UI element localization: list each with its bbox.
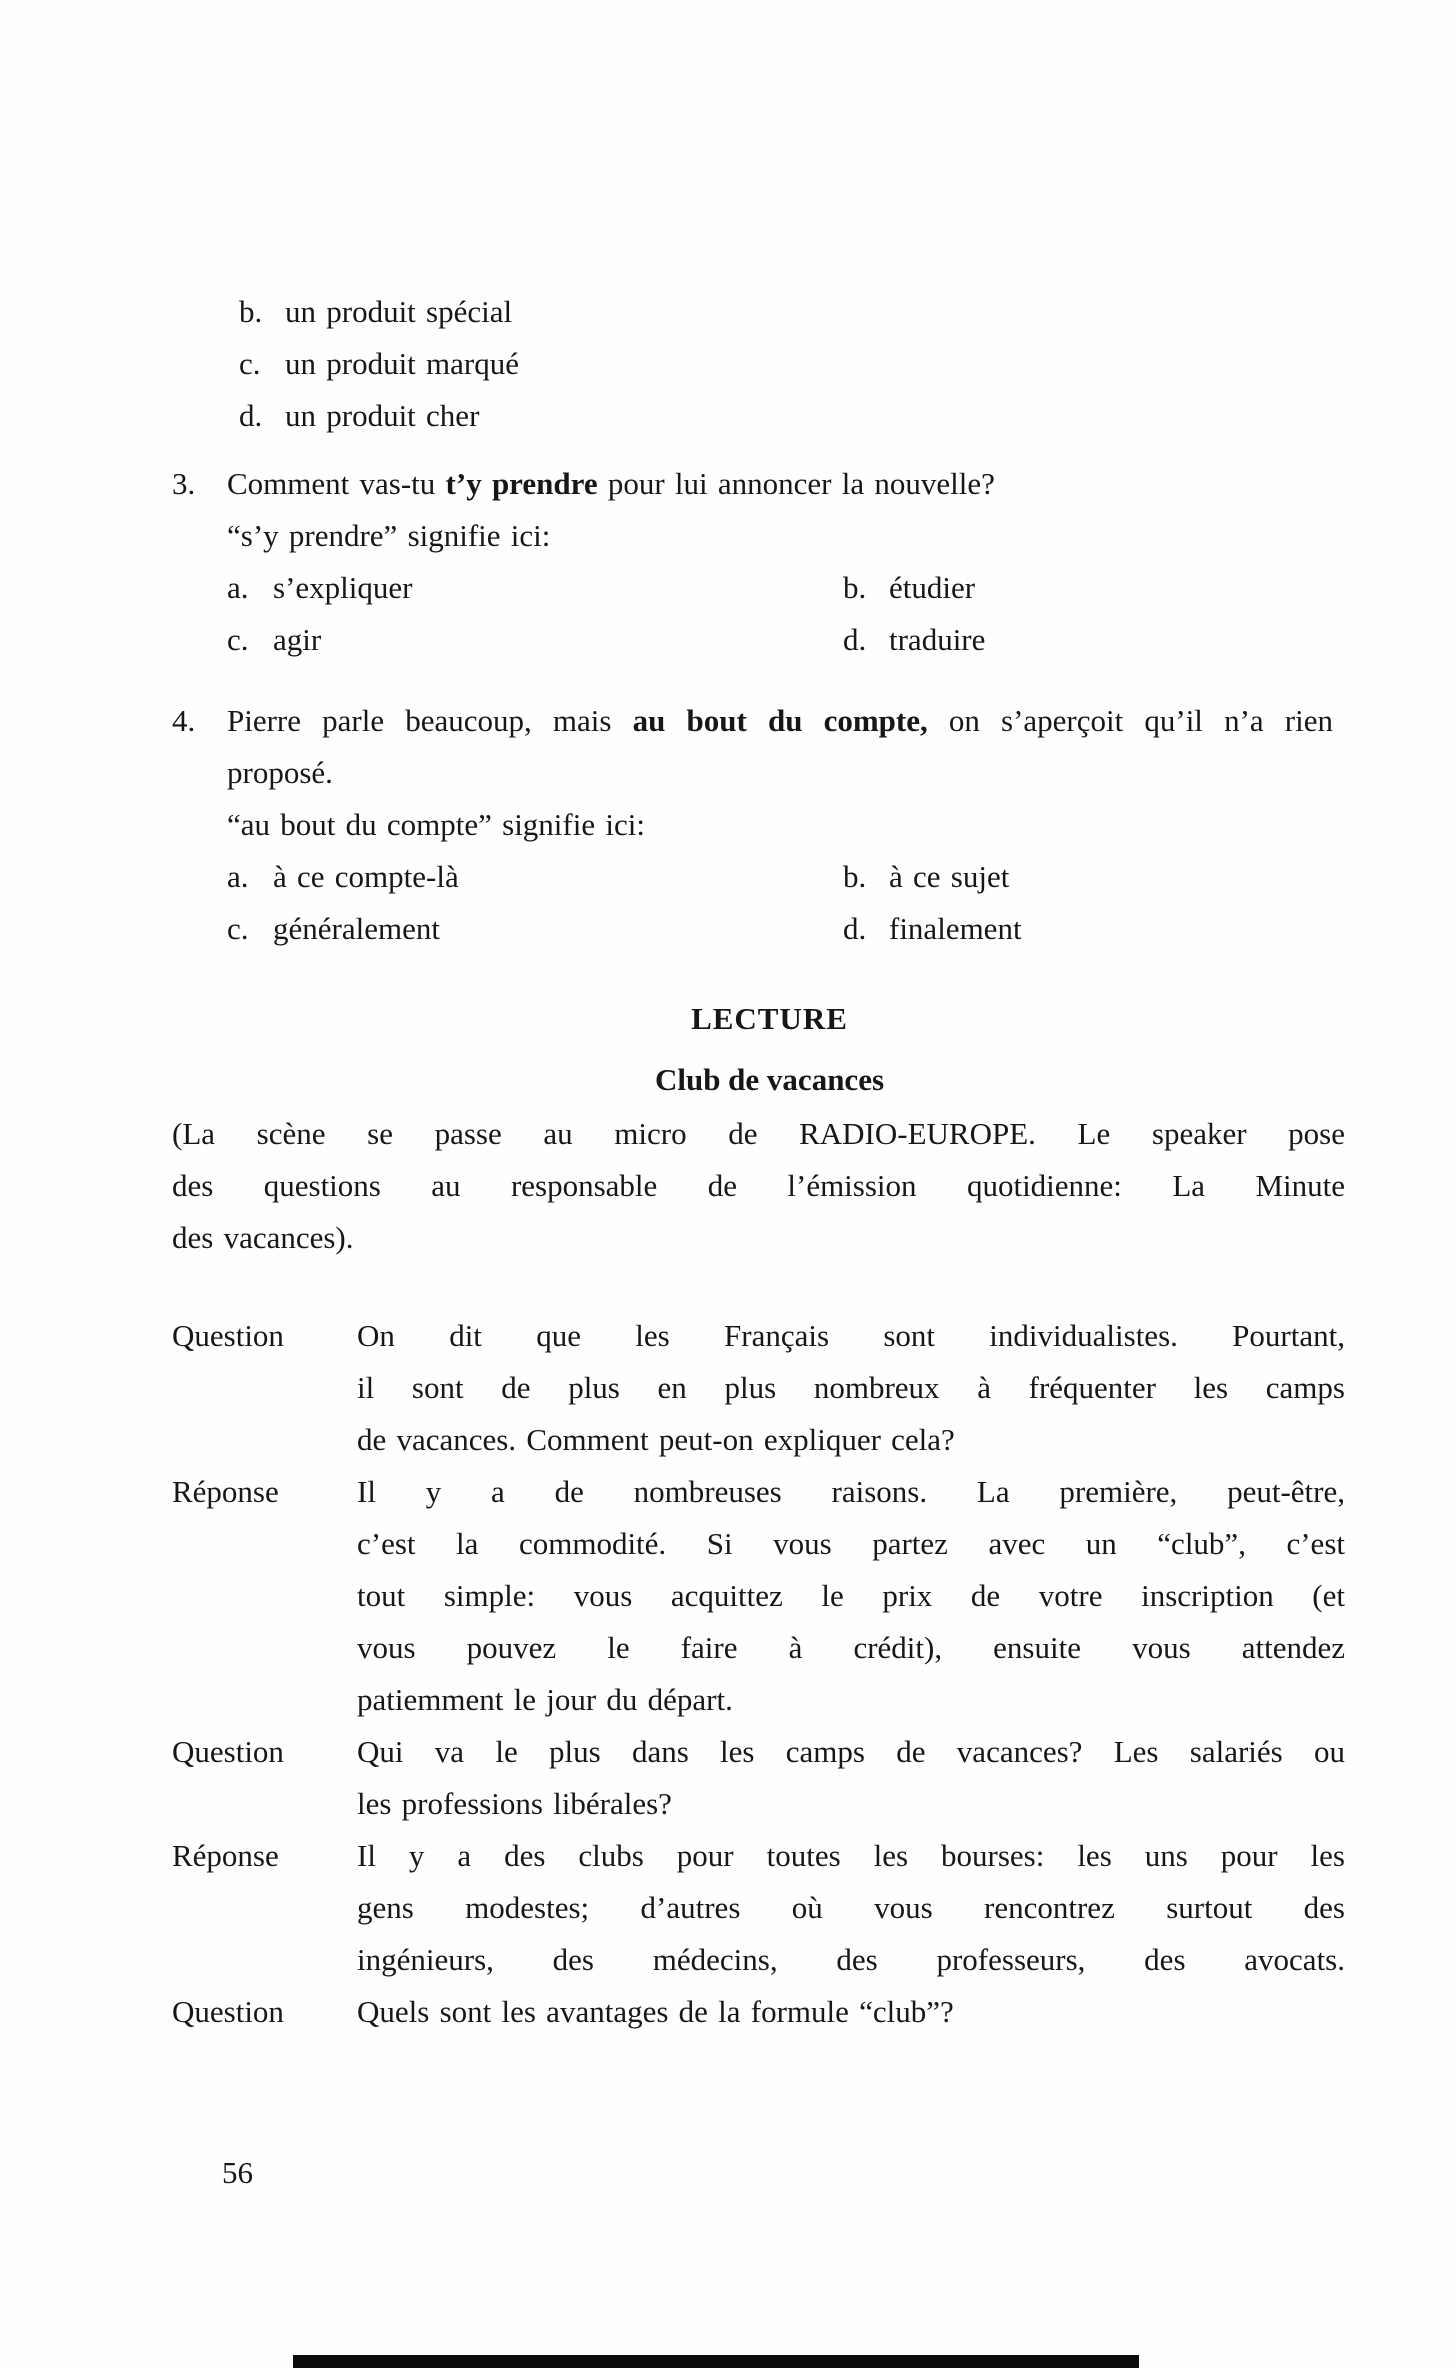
dialogue-row-question-3	[172, 1986, 1345, 2038]
option-text: un produit marqué	[285, 346, 520, 381]
speaker-label: Question	[172, 1734, 284, 1769]
option-letter: b.	[843, 859, 867, 894]
option-letter: c.	[227, 622, 249, 657]
dialogue-line: Qui va le plus dans les camps de vacances? Les salariés ou	[357, 1734, 1345, 1769]
dialogue-row-question-1	[172, 1310, 1345, 1466]
exercise-options-list	[239, 286, 1345, 442]
option-cell	[227, 851, 843, 903]
question-bold-phrase: t’y prendre	[445, 466, 598, 501]
item-question	[227, 695, 1333, 747]
item-question	[227, 458, 1333, 510]
exercise-item-3	[172, 458, 1345, 666]
dialogue-line: il sont de plus en plus nombreux à fréquenter les camps	[357, 1370, 1345, 1405]
item-body	[227, 695, 1333, 955]
intro-paragraph	[172, 1108, 1345, 1264]
option-text: traduire	[889, 622, 986, 657]
question-text: Comment vas-tu	[227, 466, 446, 501]
item-body	[227, 458, 1333, 666]
option-text: un produit spécial	[285, 294, 513, 329]
option-letter: a.	[227, 570, 249, 605]
question-text: Pierre parle beaucoup, mais	[227, 703, 633, 738]
dialogue-body	[357, 1986, 1345, 2038]
intro-line: des vacances).	[172, 1220, 354, 1255]
item-number: 3.	[172, 466, 196, 501]
dialogue-line: Il y a des clubs pour toutes les bourses: les uns pour les	[357, 1838, 1345, 1873]
speaker-label: Réponse	[172, 1474, 279, 1509]
dialogue-line: Quels sont les avantages de la formule “club”?	[357, 1994, 954, 2029]
option-letter: d.	[843, 911, 867, 946]
option-row	[239, 390, 1345, 442]
speaker-label: Question	[172, 1994, 284, 2029]
option-grid-row	[227, 614, 1333, 666]
speaker-label: Réponse	[172, 1838, 279, 1873]
option-cell	[843, 622, 985, 657]
option-text: agir	[273, 622, 322, 657]
dialogue-row-reponse-2	[172, 1830, 1345, 1986]
option-cell	[843, 911, 1022, 946]
dialogue-body	[357, 1726, 1345, 1830]
question-text: pour lui annoncer la nouvelle?	[597, 466, 995, 501]
item-number: 4.	[172, 703, 196, 738]
option-letter: c.	[239, 346, 261, 381]
option-text: finalement	[889, 911, 1022, 946]
lecture-heading: LECTURE	[691, 1001, 848, 1036]
option-letter: b.	[843, 570, 867, 605]
item-subline: “au bout du compte” signifie ici:	[227, 807, 645, 842]
dialogue-line: Il y a de nombreuses raisons. La première, peut-être,	[357, 1474, 1345, 1509]
option-cell	[227, 903, 843, 955]
option-grid-row	[227, 851, 1333, 903]
item-subline: “s’y prendre” signifie ici:	[227, 518, 551, 553]
option-text: étudier	[889, 570, 976, 605]
dialogue-line: c’est la commodité. Si vous partez avec un “club”, c’est	[357, 1526, 1345, 1561]
question-text: on s’aperçoit qu’il n’a rien	[927, 703, 1333, 738]
intro-line: des questions au responsable de l’émission quotidienne: La Minute	[172, 1168, 1345, 1203]
item-question-continuation: proposé.	[227, 755, 333, 790]
option-text: s’expliquer	[273, 570, 413, 605]
option-cell	[843, 570, 975, 605]
dialogue-body	[357, 1310, 1345, 1466]
page-number: 56	[222, 2155, 253, 2190]
intro-line: (La scène se passe au micro de RADIO-EUROPE. Le speaker pose	[172, 1116, 1345, 1151]
dialogue-line: ingénieurs, des médecins, des professeurs, des avocats.	[357, 1942, 1345, 1977]
dialogue-row-question-2	[172, 1726, 1345, 1830]
option-cell	[843, 859, 1009, 894]
dialogue-section	[172, 1310, 1345, 2038]
dialogue-line: tout simple: vous acquittez le prix de votre inscription (et	[357, 1578, 1345, 1613]
scan-artifact-bar	[293, 2355, 1139, 2368]
option-text: généralement	[273, 911, 440, 946]
dialogue-line: les professions libérales?	[357, 1786, 672, 1821]
dialogue-line: patiemment le jour du départ.	[357, 1682, 733, 1717]
lecture-title: Club de vacances	[654, 1062, 885, 1097]
dialogue-line: On dit que les Français sont individualistes. Pourtant,	[357, 1318, 1345, 1353]
dialogue-body	[357, 1466, 1345, 1726]
option-row	[239, 338, 1345, 390]
option-letter: b.	[239, 294, 263, 329]
speaker-label: Question	[172, 1318, 284, 1353]
option-letter: c.	[227, 911, 249, 946]
option-text: à ce sujet	[889, 859, 1010, 894]
exercise-item-4	[172, 695, 1345, 955]
dialogue-line: gens modestes; d’autres où vous rencontrez surtout des	[357, 1890, 1345, 1925]
option-cell	[227, 562, 843, 614]
dialogue-line: vous pouvez le faire à crédit), ensuite vous attendez	[357, 1630, 1345, 1665]
dialogue-body	[357, 1830, 1345, 1986]
dialogue-line: de vacances. Comment peut-on expliquer cela?	[357, 1422, 955, 1457]
option-text: un produit cher	[285, 398, 480, 433]
option-grid-row	[227, 903, 1333, 955]
option-text: à ce compte-là	[273, 859, 459, 894]
dialogue-row-reponse-1	[172, 1466, 1345, 1726]
option-letter: d.	[843, 622, 867, 657]
option-letter: a.	[227, 859, 249, 894]
option-row	[239, 286, 1345, 338]
question-bold-phrase: au bout du compte,	[632, 703, 928, 738]
option-cell	[227, 614, 843, 666]
option-letter: d.	[239, 398, 263, 433]
option-grid-row	[227, 562, 1333, 614]
